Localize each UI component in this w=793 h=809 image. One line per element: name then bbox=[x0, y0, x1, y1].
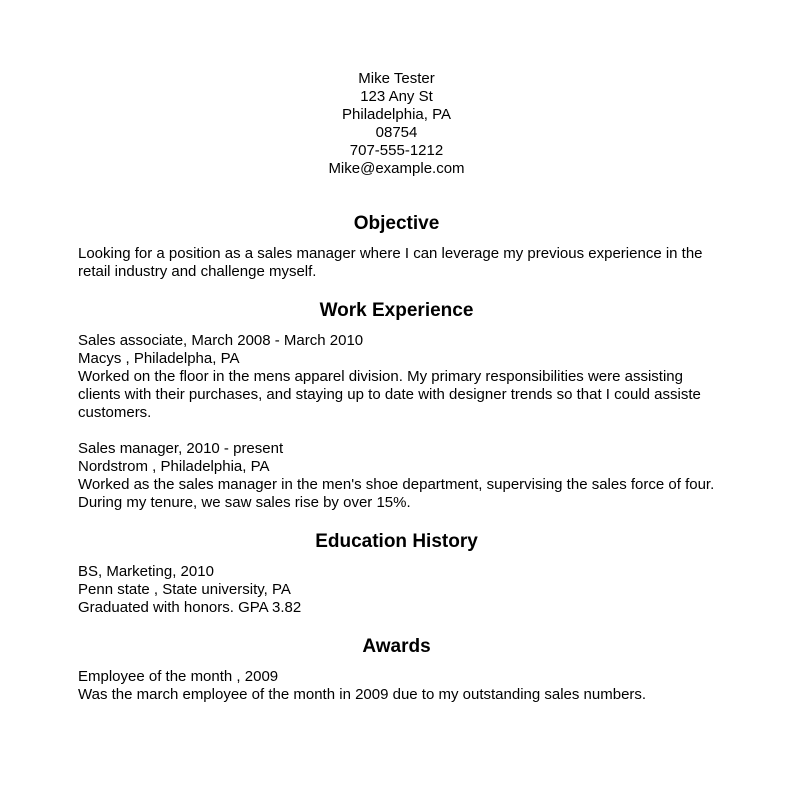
award-description: Was the march employee of the month in 2009 due to my outstanding sales numbers. bbox=[78, 686, 647, 703]
job-entry-sales-manager bbox=[78, 440, 715, 512]
education-school: Penn state , State university, PA bbox=[78, 581, 291, 598]
contact-email: Mike@example.com bbox=[328, 160, 465, 177]
award-title: Employee of the month , 2009 bbox=[78, 668, 279, 685]
contact-name: Mike Tester bbox=[358, 70, 435, 87]
job-description: Worked as the sales manager in the men's shoe department, supervising the sales force of four. During my tenure, we saw sales rise by over 15%. bbox=[78, 476, 715, 511]
job-company-location: Nordstrom , Philadelphia, PA bbox=[78, 458, 270, 475]
job-company-location: Macys , Philadelpha, PA bbox=[78, 350, 240, 367]
objective-heading: Objective bbox=[353, 213, 440, 234]
job-description: Worked on the floor in the mens apparel division. My primary responsibilities were assisting clients with their purchases, and staying up to date with designer trends so that I could assiste customers. bbox=[78, 368, 701, 421]
education-entry bbox=[78, 563, 715, 617]
objective-text: Looking for a position as a sales manager where I can leverage my previous experience in the retail industry and challenge myself. bbox=[78, 245, 703, 280]
contact-zip: 08754 bbox=[375, 124, 418, 141]
work-experience-heading: Work Experience bbox=[319, 300, 474, 321]
award-entry bbox=[78, 668, 715, 704]
education-heading: Education History bbox=[315, 531, 478, 552]
contact-phone: 707-555-1212 bbox=[349, 142, 444, 159]
job-entry-sales-associate bbox=[78, 332, 715, 422]
education-degree: BS, Marketing, 2010 bbox=[78, 563, 214, 580]
contact-city-state: Philadelphia, PA bbox=[342, 106, 451, 123]
job-title-dates: Sales manager, 2010 - present bbox=[78, 440, 284, 457]
job-title-dates: Sales associate, March 2008 - March 2010 bbox=[78, 332, 364, 349]
education-notes: Graduated with honors. GPA 3.82 bbox=[78, 599, 302, 616]
contact-street: 123 Any St bbox=[360, 88, 433, 105]
awards-heading: Awards bbox=[362, 636, 431, 657]
contact-header bbox=[78, 70, 715, 178]
